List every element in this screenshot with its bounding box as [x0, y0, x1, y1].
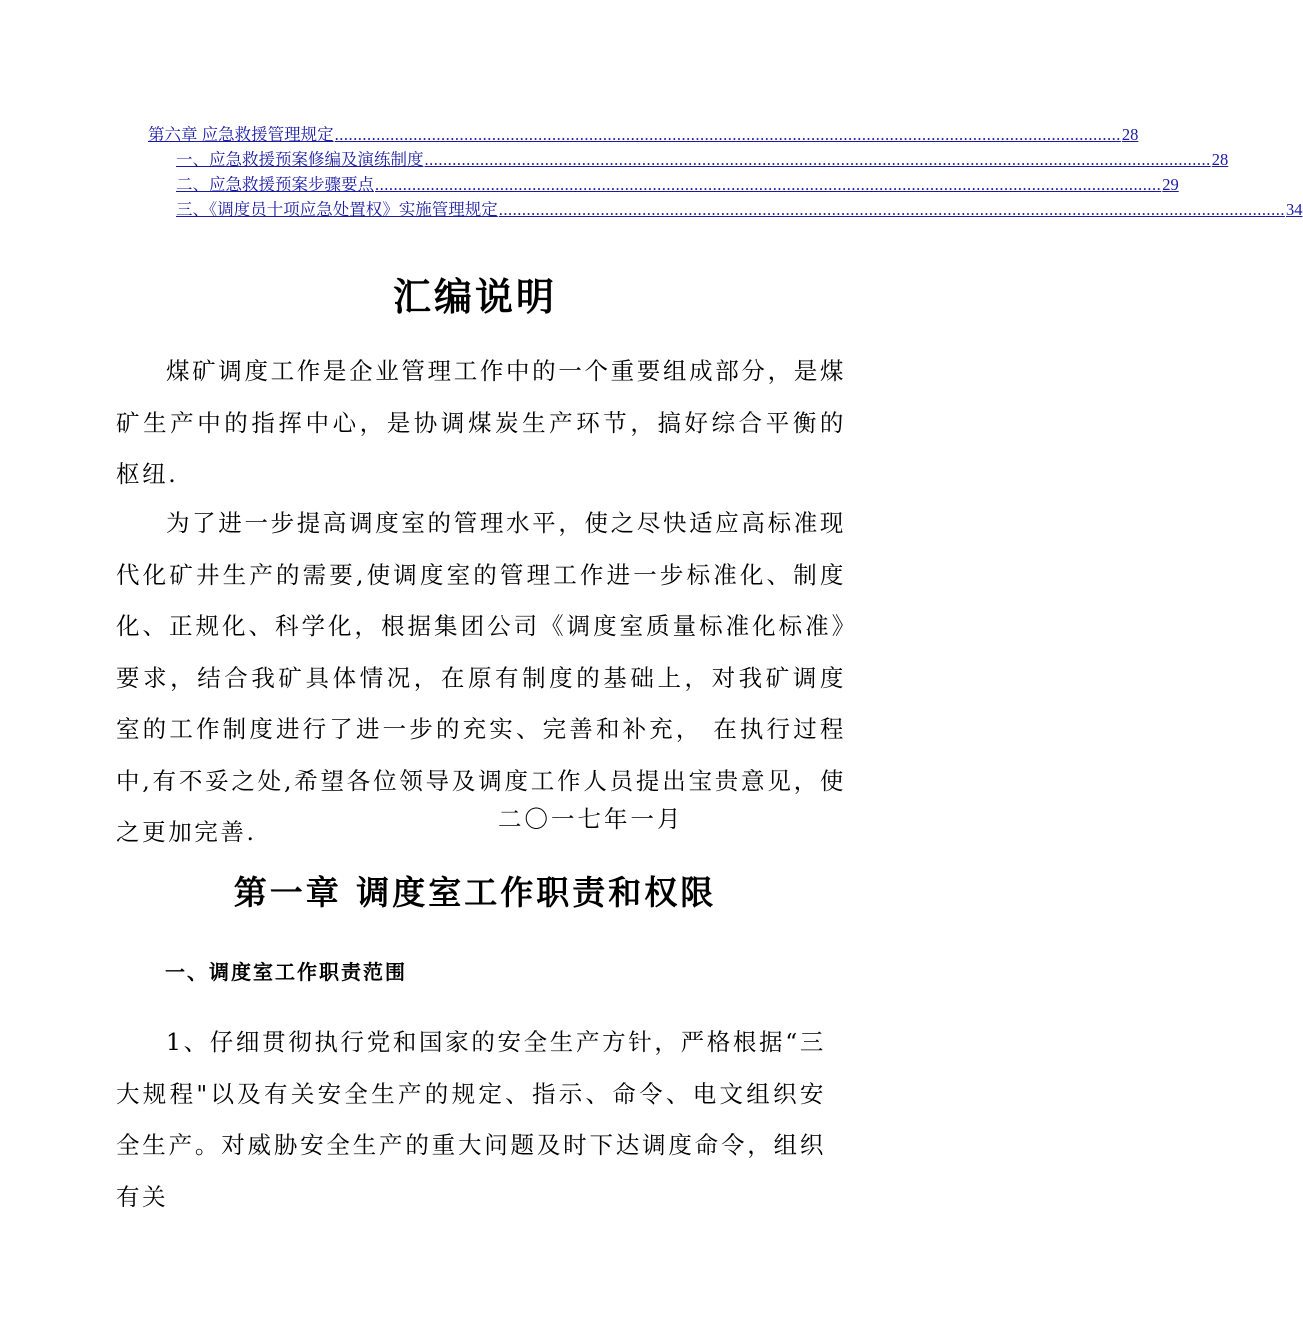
toc-entry-title[interactable]: 二、应急救援预案步骤要点 — [176, 175, 374, 194]
chapter-title: 第一章 调度室工作职责和权限 — [233, 873, 717, 912]
toc-entry-title[interactable]: 三、《调度员十项应急处置权》实施管理规定 — [176, 200, 498, 219]
toc-entry-6-3[interactable] — [176, 200, 1303, 220]
duty-item-1: 1、仔细贯彻执行党和国家的安全生产方针，严格根据“三大规程"以及有关安全生产的规定、指示、命令、电文组织安全生产。对威胁安全生产的重大问题及时下达调度命令，组织有关 — [116, 1028, 826, 1211]
toc-entry-6-1[interactable] — [176, 150, 1229, 170]
toc-leader-dots: .......................................................................................................................................................................... — [375, 175, 1162, 194]
toc-page-number[interactable]: 28 — [1121, 125, 1139, 144]
intro-paragraph-1: 煤矿调度工作是企业管理工作中的一个重要组成部分，是煤矿生产中的指挥中心，是协调煤炭生产环节，搞好综合平衡的枢纽. — [116, 357, 846, 488]
toc-leader-dots: .......................................................................................................................................................................... — [424, 150, 1211, 169]
toc-page-number[interactable]: 29 — [1162, 175, 1179, 194]
toc-entry-title[interactable]: 第六章 应急救援管理规定 — [148, 125, 334, 144]
toc-entry-chapter-6[interactable] — [148, 125, 1139, 145]
toc-page-number[interactable]: 28 — [1211, 150, 1229, 169]
intro-paragraph-2: 为了进一步提高调度室的管理水平，使之尽快适应高标准现代化矿井生产的需要,使调度室的管理工作进一步标准化、制度化、正规化、科学化，根据集团公司《调度室质量标准化标准》要求，结合我矿具体情况，在原有制度的基础上，对我矿调度室的工作制度进行了进一步的充实、完善和补充， 在执行过程中,有不妥之处,希望各位领导及调度工作人员提出宝贵意见，使之更加完善. — [116, 509, 846, 846]
toc-page-number[interactable]: 34 — [1286, 200, 1303, 219]
toc-leader-dots: .......................................................................................................................................................................... — [498, 200, 1285, 219]
section-title: 汇编说明 — [392, 275, 557, 319]
document-date: 二〇一七年一月 — [498, 805, 684, 833]
toc-entry-title[interactable]: 一、应急救援预案修编及演练制度 — [176, 150, 424, 169]
toc-leader-dots: .......................................................................................................................................................................... — [334, 125, 1121, 144]
subsection-title: 一、调度室工作职责范围 — [165, 960, 407, 984]
toc-entry-6-2[interactable] — [176, 175, 1179, 195]
